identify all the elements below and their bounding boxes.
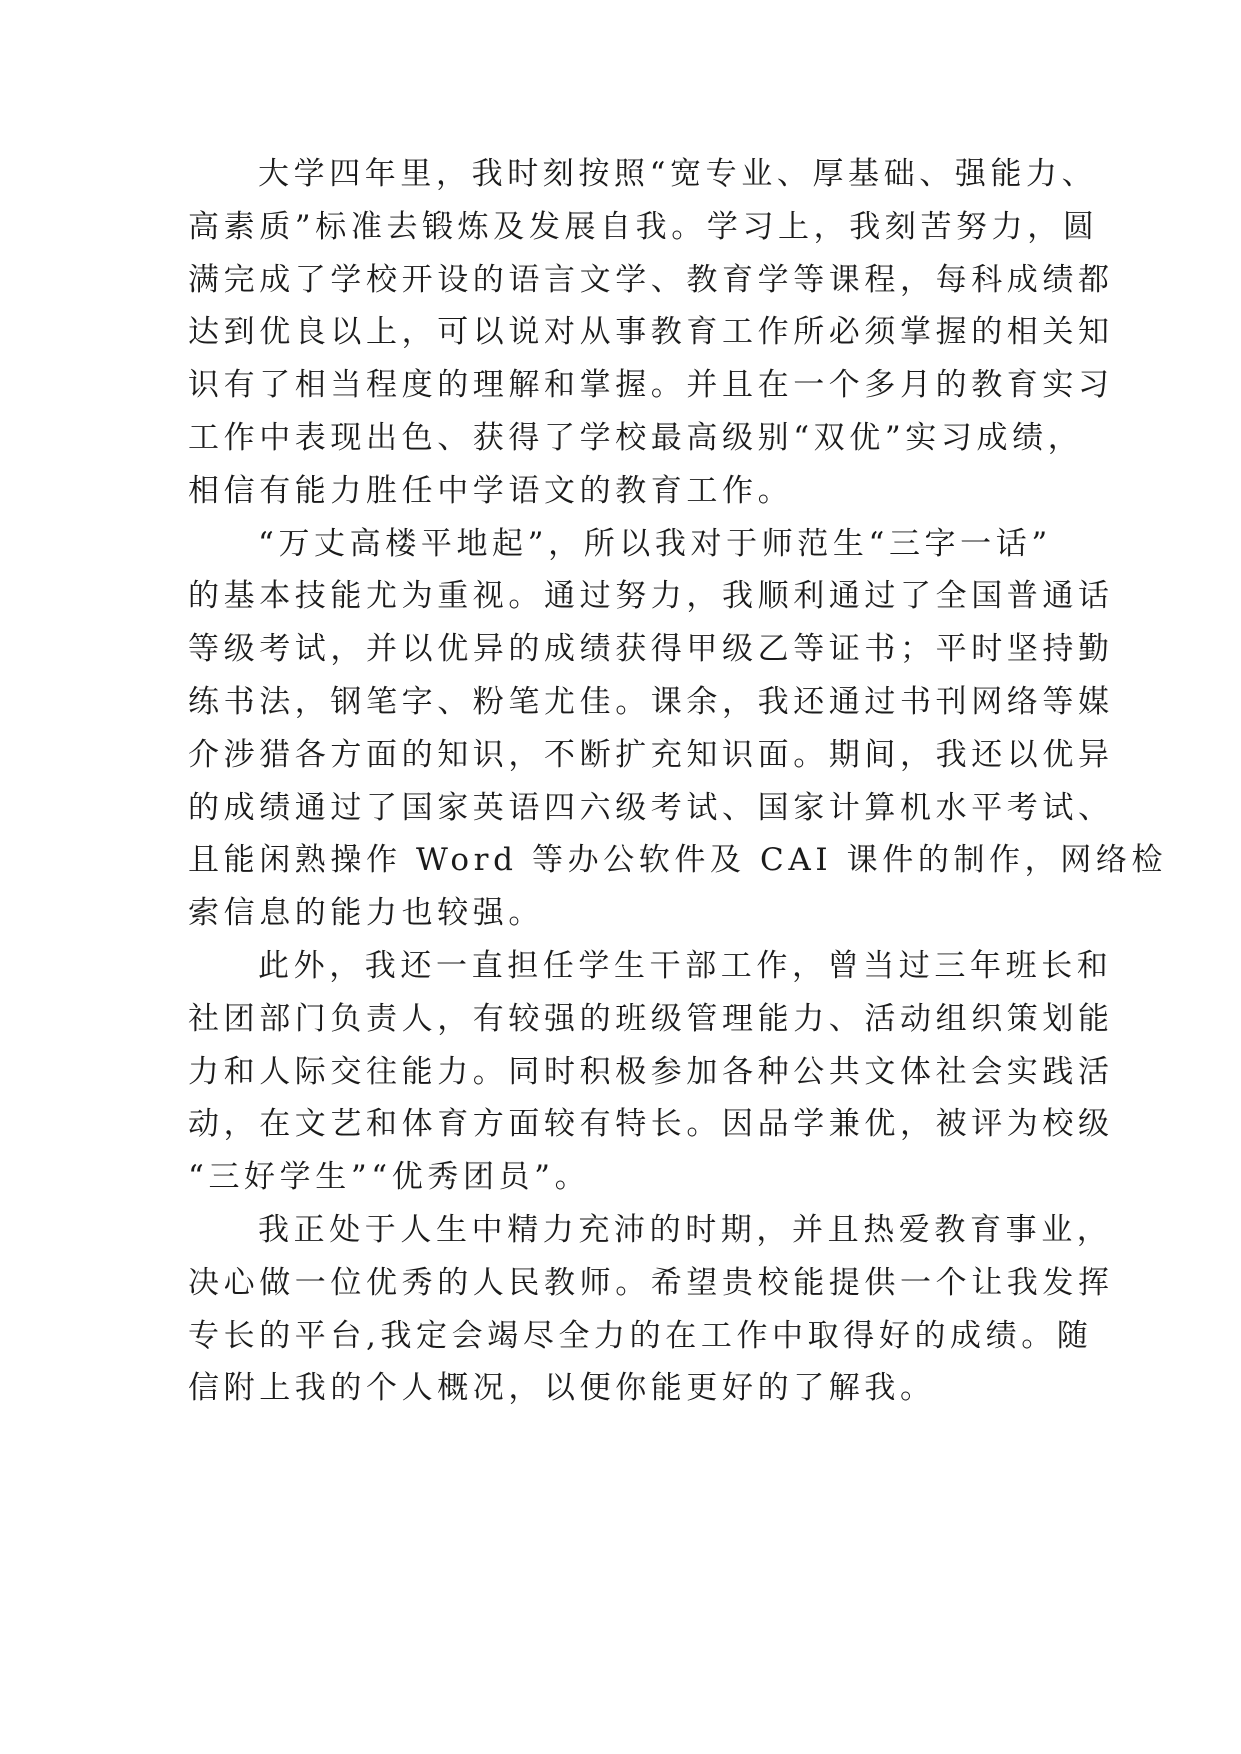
paragraph-2-line: 且能闲熟操作 Word 等办公软件及 CAI 课件的制作，网络检 (188, 842, 1168, 878)
paragraph-3-line: 此外，我还一直担任学生干部工作，曾当过三年班长和 (258, 948, 1113, 984)
paragraph-2-line: 的成绩通过了国家英语四六级考试、国家计算机水平考试、 (188, 790, 1114, 826)
paragraph-1-line: 满完成了学校开设的语言文学、教育学等课程，每科成绩都 (188, 262, 1114, 298)
paragraph-1-line: 达到优良以上，可以说对从事教育工作所必须掌握的相关知 (188, 314, 1114, 350)
paragraph-1-line: 大学四年里，我时刻按照“宽专业、厚基础、强能力、 (258, 156, 1098, 192)
paragraph-1-line: 高素质”标准去锻炼及发展自我。学习上，我刻苦努力，圆 (188, 209, 1099, 245)
paragraph-2-line: 的基本技能尤为重视。通过努力，我顺利通过了全国普通话 (188, 578, 1114, 614)
paragraph-1-line: 相信有能力胜任中学语文的教育工作。 (188, 473, 794, 509)
paragraph-4-line: 信附上我的个人概况，以便你能更好的了解我。 (188, 1370, 936, 1406)
paragraph-3-line: 社团部门负责人，有较强的班级管理能力、活动组织策划能 (188, 1001, 1114, 1037)
paragraph-3-line: 力和人际交往能力。同时积极参加各种公共文体社会实践活 (188, 1054, 1114, 1090)
paragraph-3-line: 动，在文艺和体育方面较有特长。因品学兼优，被评为校级 (188, 1106, 1114, 1142)
paragraph-2-line: 索信息的能力也较强。 (188, 895, 544, 931)
paragraph-2-line: 介涉猎各方面的知识，不断扩充知识面。期间，我还以优异 (188, 737, 1114, 773)
paragraph-1-line: 识有了相当程度的理解和掌握。并且在一个多月的教育实习 (188, 367, 1114, 403)
paragraph-2-line: 等级考试，并以优异的成绩获得甲级乙等证书；平时坚持勤 (188, 631, 1114, 667)
paragraph-4-line: 我正处于人生中精力充沛的时期，并且热爱教育事业， (258, 1212, 1113, 1248)
paragraph-4-line: 专长的平台,我定会竭尽全力的在工作中取得好的成绩。随 (188, 1318, 1093, 1354)
paragraph-1-line: 工作中表现出色、获得了学校最高级别“双优”实习成绩， (188, 420, 1084, 456)
paragraph-2-line: “万丈高楼平地起”，所以我对于师范生“三字一话” (258, 526, 1052, 562)
paragraph-3-line: “三好学生”“优秀团员”。 (188, 1159, 591, 1195)
paragraph-2-line: 练书法，钢笔字、粉笔尤佳。课余，我还通过书刊网络等媒 (188, 684, 1114, 720)
paragraph-4-line: 决心做一位优秀的人民教师。希望贵校能提供一个让我发挥 (188, 1265, 1114, 1301)
